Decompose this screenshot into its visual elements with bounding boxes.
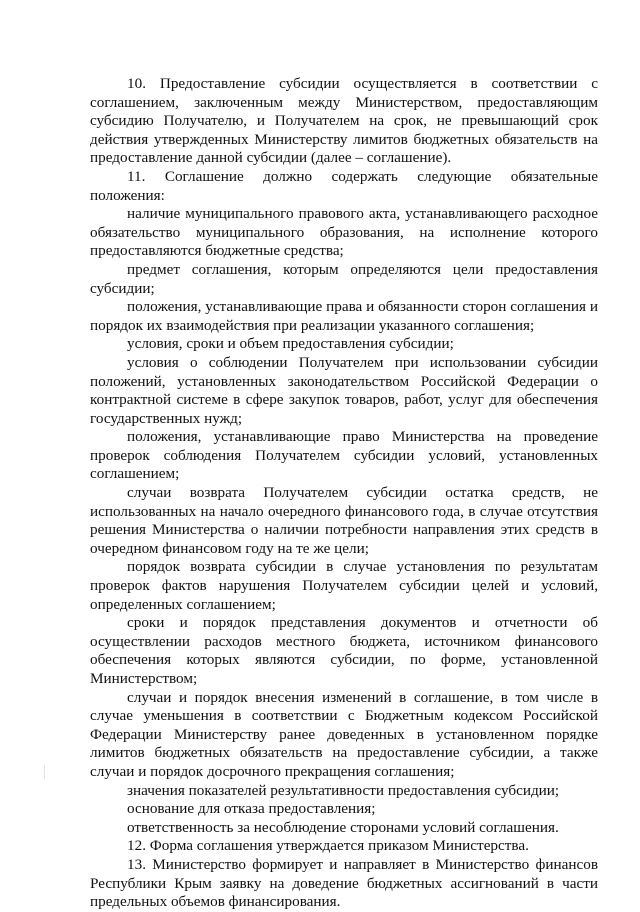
list-item: основание для отказа предоставления;: [127, 800, 376, 818]
document-body: [90, 75, 598, 912]
list-item: случаи возврата Получателем субсидии остатка средств, не использованных на начало очередного финансового года, в случае отсутствия решения Министерства о наличии потребности направления этих средств в очередном финансовом году на те же цели;: [90, 484, 598, 557]
list-item: предмет соглашения, которым определяются цели предоставления субсидии;: [90, 260, 598, 297]
list-item: случаи и порядок внесения изменений в соглашение, в том числе в случае уменьшения в соответствии с Бюджетным кодексом Российской Федерации Министерству ранее доведенных в установленном порядке лимитов бюджетных обязательств на предоставление субсидии, а также случаи и порядок досрочного прекращения соглашения;: [90, 688, 598, 780]
paragraph-10: 10. Предоставление субсидии осуществляется в соответствии с соглашением, заключенным между Министерством, предоставляющим субсидию Получателю, и Получателем на срок, не превышающий срок действия утвержденных Министерству лимитов бюджетных обязательств на предоставление данной субсидии (далее – соглашение).: [90, 75, 598, 167]
paragraph-11: 11. Соглашение должно содержать следующие обязательные положения:: [90, 167, 598, 204]
list-item: положения, устанавливающие права и обязанности сторон соглашения и порядок их взаимодействия при реализации указанного соглашения;: [90, 298, 598, 334]
scan-margin-mark: [44, 765, 45, 779]
paragraph-13: 13. Министерство формирует и направляет в Министерство финансов Республики Крым заявку на доведение бюджетных ассигнований в части предельных объемов финансирования.: [90, 855, 598, 911]
paragraph-12: 12. Форма соглашения утверждается приказом Министерства.: [127, 837, 529, 855]
list-item: порядок возврата субсидии в случае установления по результатам проверок фактов нарушения Получателем субсидии целей и условий, определенных соглашением;: [90, 558, 598, 613]
list-item: ответственность за несоблюдение сторонами условий соглашения.: [127, 818, 559, 836]
list-item: сроки и порядок представления документов и отчетности об осуществлении расходов местного бюджета, источником финансового обеспечения которых являются субсидии, по форме, установленной Министерством;: [90, 614, 598, 687]
list-item: наличие муниципального правового акта, устанавливающего расходное обязательство муниципального образования, на исполнение которого предоставляются бюджетные средства;: [90, 205, 598, 260]
list-item: значения показателей результативности предоставления субсидии;: [127, 781, 560, 799]
list-item: условия о соблюдении Получателем при использовании субсидии положений, установленных законодательством Российской Федерации о контрактной системе в сфере закупок товаров, работ, услуг для обеспечения государственных нужд;: [90, 353, 598, 427]
list-item: условия, сроки и объем предоставления субсидии;: [127, 335, 454, 353]
list-item: положения, устанавливающие право Министерства на проведение проверок соблюдения Получателем субсидии условий, установленных соглашением;: [90, 428, 598, 483]
